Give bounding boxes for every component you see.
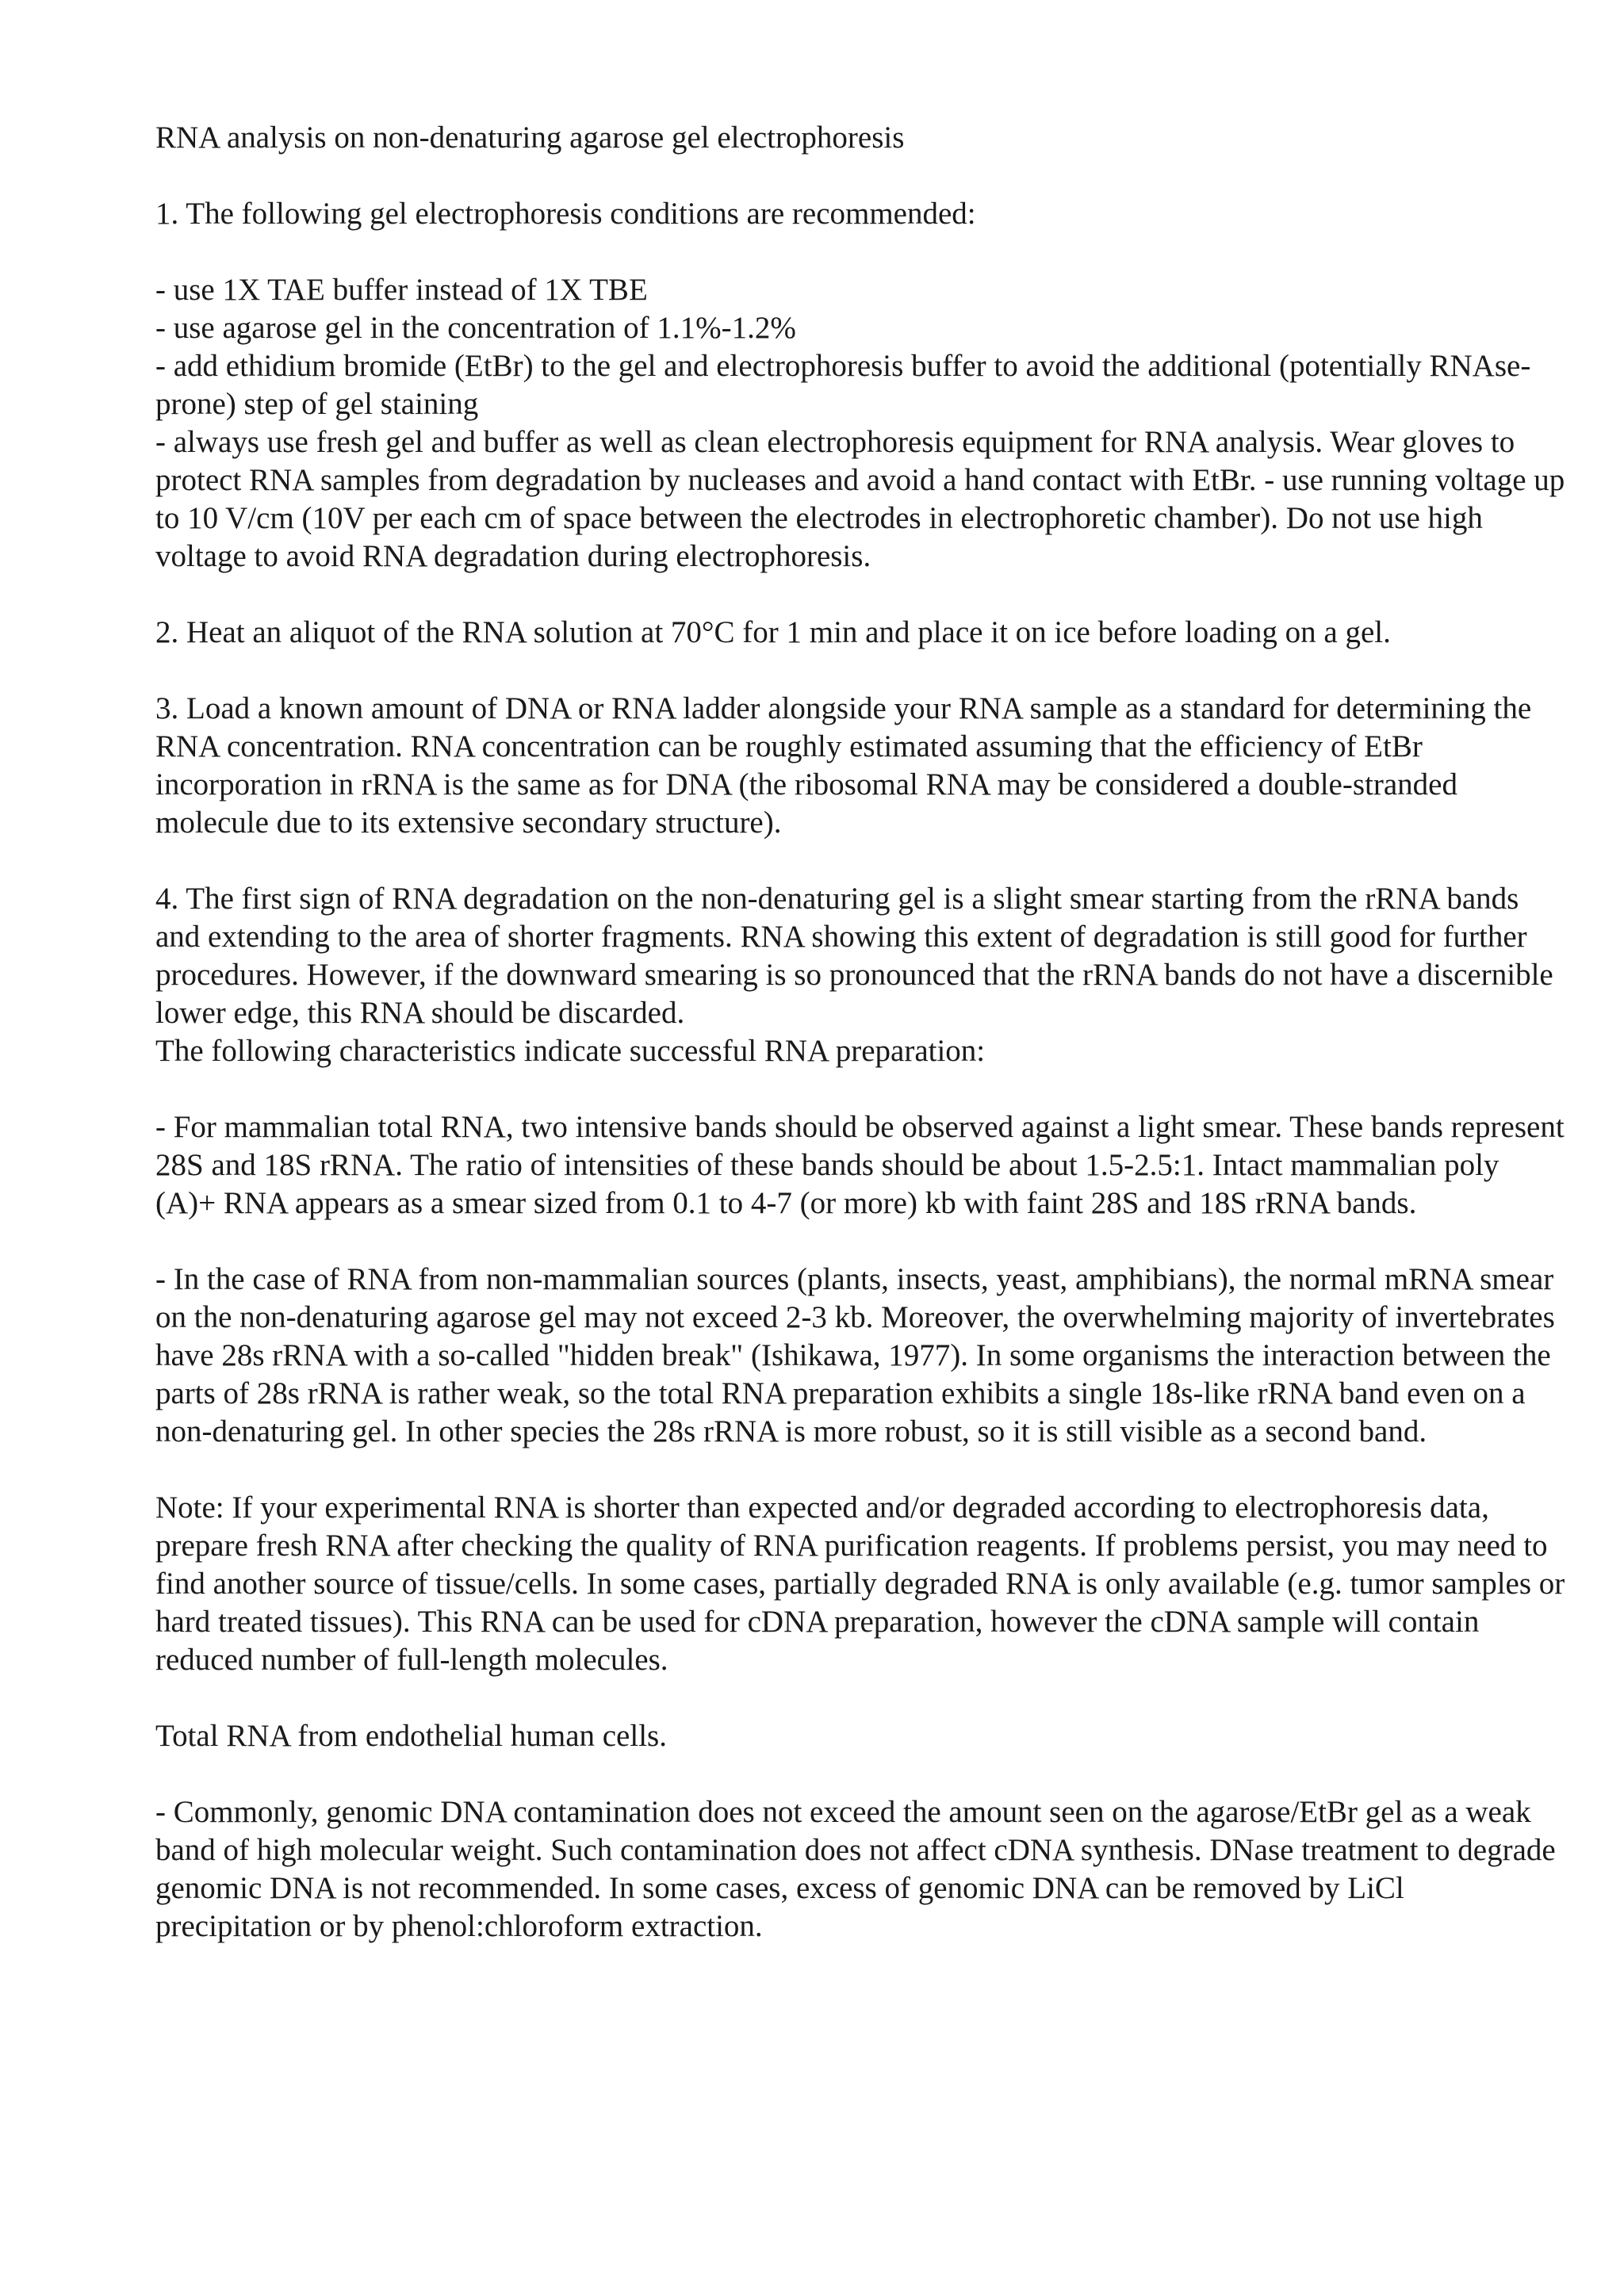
characteristics-intro: The following characteristics indicate successful RNA preparation:: [155, 1034, 986, 1068]
document-title: RNA analysis on non-denaturing agarose gel electrophoresis: [155, 121, 905, 155]
condition-item-ethidium-bromide: - add ethidium bromide (EtBr) to the gel and electrophoresis buffer to avoid the additional (potentially RNAse-prone) step of gel staining: [155, 349, 1531, 421]
step-2-paragraph: 2. Heat an aliquot of the RNA solution at 70°C for 1 min and place it on ice before loading on a gel.: [155, 615, 1391, 649]
step-3-paragraph: 3. Load a known amount of DNA or RNA ladder alongside your RNA sample as a standard for determining the RNA concentration. RNA concentration can be roughly estimated assuming that the efficiency of EtBr incorporation in rRNA is the same as for DNA (the ribosomal RNA may be considered a double-stranded molecule due to its extensive secondary structure).: [155, 691, 1532, 840]
condition-item-agarose: - use agarose gel in the concentration of 1.1%-1.2%: [155, 311, 796, 345]
figure-caption: Total RNA from endothelial human cells.: [155, 1719, 667, 1753]
document-page: [155, 119, 1567, 1946]
step-4-paragraph: 4. The first sign of RNA degradation on the non-denaturing gel is a slight smear starting from the rRNA bands and extending to the area of shorter fragments. RNA showing this extent of degradation is still good for further procedures. However, if the downward smearing is so pronounced that the rRNA bands do not have a discernible lower edge, this RNA should be discarded.: [155, 882, 1553, 1030]
note-paragraph: Note: If your experimental RNA is shorter than expected and/or degraded according to electrophoresis data, prepare fresh RNA after checking the quality of RNA purification reagents. If problems persist, you may need to find another source of tissue/cells. In some cases, partially degraded RNA is only available (e.g. tumor samples or hard treated tissues). This RNA can be used for cDNA preparation, however the cDNA sample will contain reduced number of full-length molecules.: [155, 1490, 1565, 1677]
mammalian-rna-paragraph: - For mammalian total RNA, two intensive bands should be observed against a light smear. These bands represent 28S and 18S rRNA. The ratio of intensities of these bands should be about 1.5-2.5:1. Intact mammalian poly (A)+ RNA appears as a smear sized from 0.1 to 4-7 (or more) kb with faint 28S and 18S rRNA bands.: [155, 1110, 1565, 1220]
non-mammalian-rna-paragraph: - In the case of RNA from non-mammalian sources (plants, insects, yeast, amphibians), the normal mRNA smear on the non-denaturing agarose gel may not exceed 2-3 kb. Moreover, the overwhelming majority of invertebrates have 28s rRNA with a so-called "hidden break" (Ishikawa, 1977). In some organisms the interaction between the parts of 28s rRNA is rather weak, so the total RNA preparation exhibits a single 18s-like rRNA band even on a non-denaturing gel. In other species the 28s rRNA is more robust, so it is still visible as a second band.: [155, 1262, 1555, 1448]
condition-item-fresh-gel-voltage: - always use fresh gel and buffer as well as clean electrophoresis equipment for RNA analysis. Wear gloves to protect RNA samples from degradation by nucleases and avoid a hand contact with EtBr. - use running voltage up to 10 V/cm (10V per each cm of space between the electrodes in electrophoretic chamber). Do not use high voltage to avoid RNA degradation during electrophoresis.: [155, 425, 1565, 573]
genomic-dna-paragraph: - Commonly, genomic DNA contamination does not exceed the amount seen on the agarose/EtBr gel as a weak band of high molecular weight. Such contamination does not affect cDNA synthesis. DNase treatment to degrade genomic DNA is not recommended. In some cases, excess of genomic DNA can be removed by LiCl precipitation or by phenol:chloroform extraction.: [155, 1795, 1556, 1943]
condition-item-buffer: - use 1X TAE buffer instead of 1X TBE: [155, 273, 648, 307]
step-1-conditions-list: [155, 271, 1567, 576]
step-1-heading: 1. The following gel electrophoresis conditions are recommended:: [155, 197, 976, 231]
step-4-section: [155, 880, 1567, 1070]
step-1-section: [155, 195, 1567, 233]
